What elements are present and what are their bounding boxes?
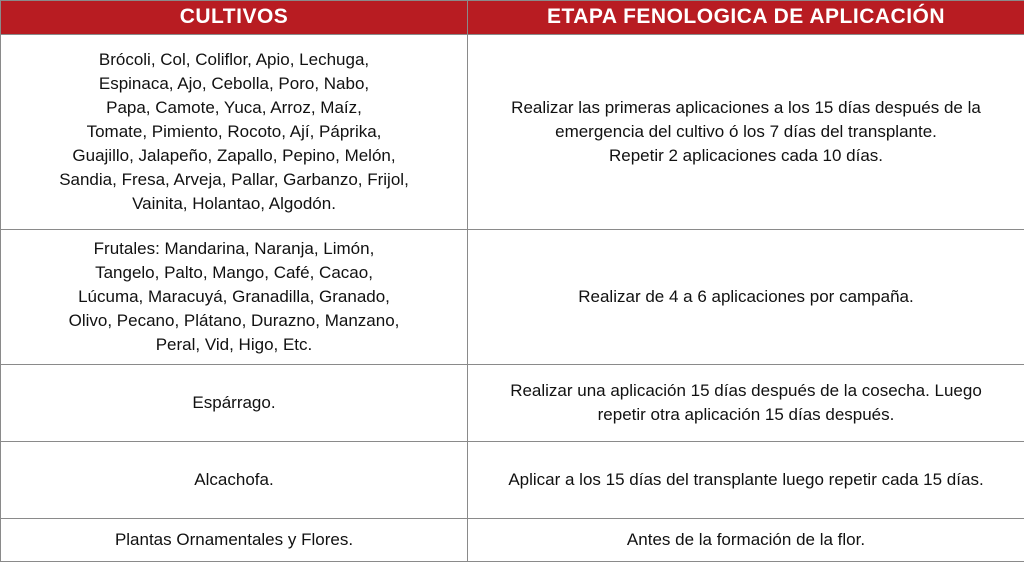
crops-line: Guajillo, Jalapeño, Zapallo, Pepino, Melón, bbox=[7, 144, 461, 168]
stage-line: Realizar una aplicación 15 días después de la cosecha. Luego bbox=[474, 379, 1018, 403]
table-row bbox=[1, 35, 1024, 230]
header-crops: CULTIVOS bbox=[1, 1, 468, 35]
table-row bbox=[1, 230, 1024, 365]
header-row bbox=[1, 1, 1024, 35]
stage-line: Realizar de 4 a 6 aplicaciones por campaña. bbox=[474, 285, 1018, 309]
stage-line: Realizar las primeras aplicaciones a los 15 días después de la bbox=[474, 96, 1018, 120]
table-row bbox=[1, 519, 1024, 562]
stage-cell bbox=[468, 230, 1024, 365]
crops-line: Espárrago. bbox=[7, 391, 461, 415]
stage-cell bbox=[468, 519, 1024, 562]
stage-line: emergencia del cultivo ó los 7 días del transplante. bbox=[474, 120, 1018, 144]
crops-line: Brócoli, Col, Coliflor, Apio, Lechuga, bbox=[7, 48, 461, 72]
crops-line: Sandia, Fresa, Arveja, Pallar, Garbanzo, Frijol, bbox=[7, 168, 461, 192]
crops-line: Alcachofa. bbox=[7, 468, 461, 492]
crops-line: Olivo, Pecano, Plátano, Durazno, Manzano, bbox=[7, 309, 461, 333]
stage-cell bbox=[468, 35, 1024, 230]
stage-line: Aplicar a los 15 días del transplante luego repetir cada 15 días. bbox=[474, 468, 1018, 492]
crops-cell bbox=[1, 230, 468, 365]
crops-cell bbox=[1, 365, 468, 442]
crops-line: Lúcuma, Maracuyá, Granadilla, Granado, bbox=[7, 285, 461, 309]
crops-cell bbox=[1, 519, 468, 562]
crops-line: Papa, Camote, Yuca, Arroz, Maíz, bbox=[7, 96, 461, 120]
crops-line: Plantas Ornamentales y Flores. bbox=[7, 528, 461, 552]
stage-line: repetir otra aplicación 15 días después. bbox=[474, 403, 1018, 427]
crops-cell bbox=[1, 442, 468, 519]
table-row bbox=[1, 365, 1024, 442]
table-row bbox=[1, 442, 1024, 519]
stage-line: Antes de la formación de la flor. bbox=[474, 528, 1018, 552]
stage-line: Repetir 2 aplicaciones cada 10 días. bbox=[474, 144, 1018, 168]
crops-line: Peral, Vid, Higo, Etc. bbox=[7, 333, 461, 357]
stage-cell bbox=[468, 365, 1024, 442]
stage-cell bbox=[468, 442, 1024, 519]
crops-line: Vainita, Holantao, Algodón. bbox=[7, 192, 461, 216]
crops-line: Frutales: Mandarina, Naranja, Limón, bbox=[7, 237, 461, 261]
crops-cell bbox=[1, 35, 468, 230]
crops-line: Tangelo, Palto, Mango, Café, Cacao, bbox=[7, 261, 461, 285]
header-phenological-stage: ETAPA FENOLOGICA DE APLICACIÓN bbox=[468, 1, 1024, 35]
crops-line: Tomate, Pimiento, Rocoto, Ají, Páprika, bbox=[7, 120, 461, 144]
crops-line: Espinaca, Ajo, Cebolla, Poro, Nabo, bbox=[7, 72, 461, 96]
